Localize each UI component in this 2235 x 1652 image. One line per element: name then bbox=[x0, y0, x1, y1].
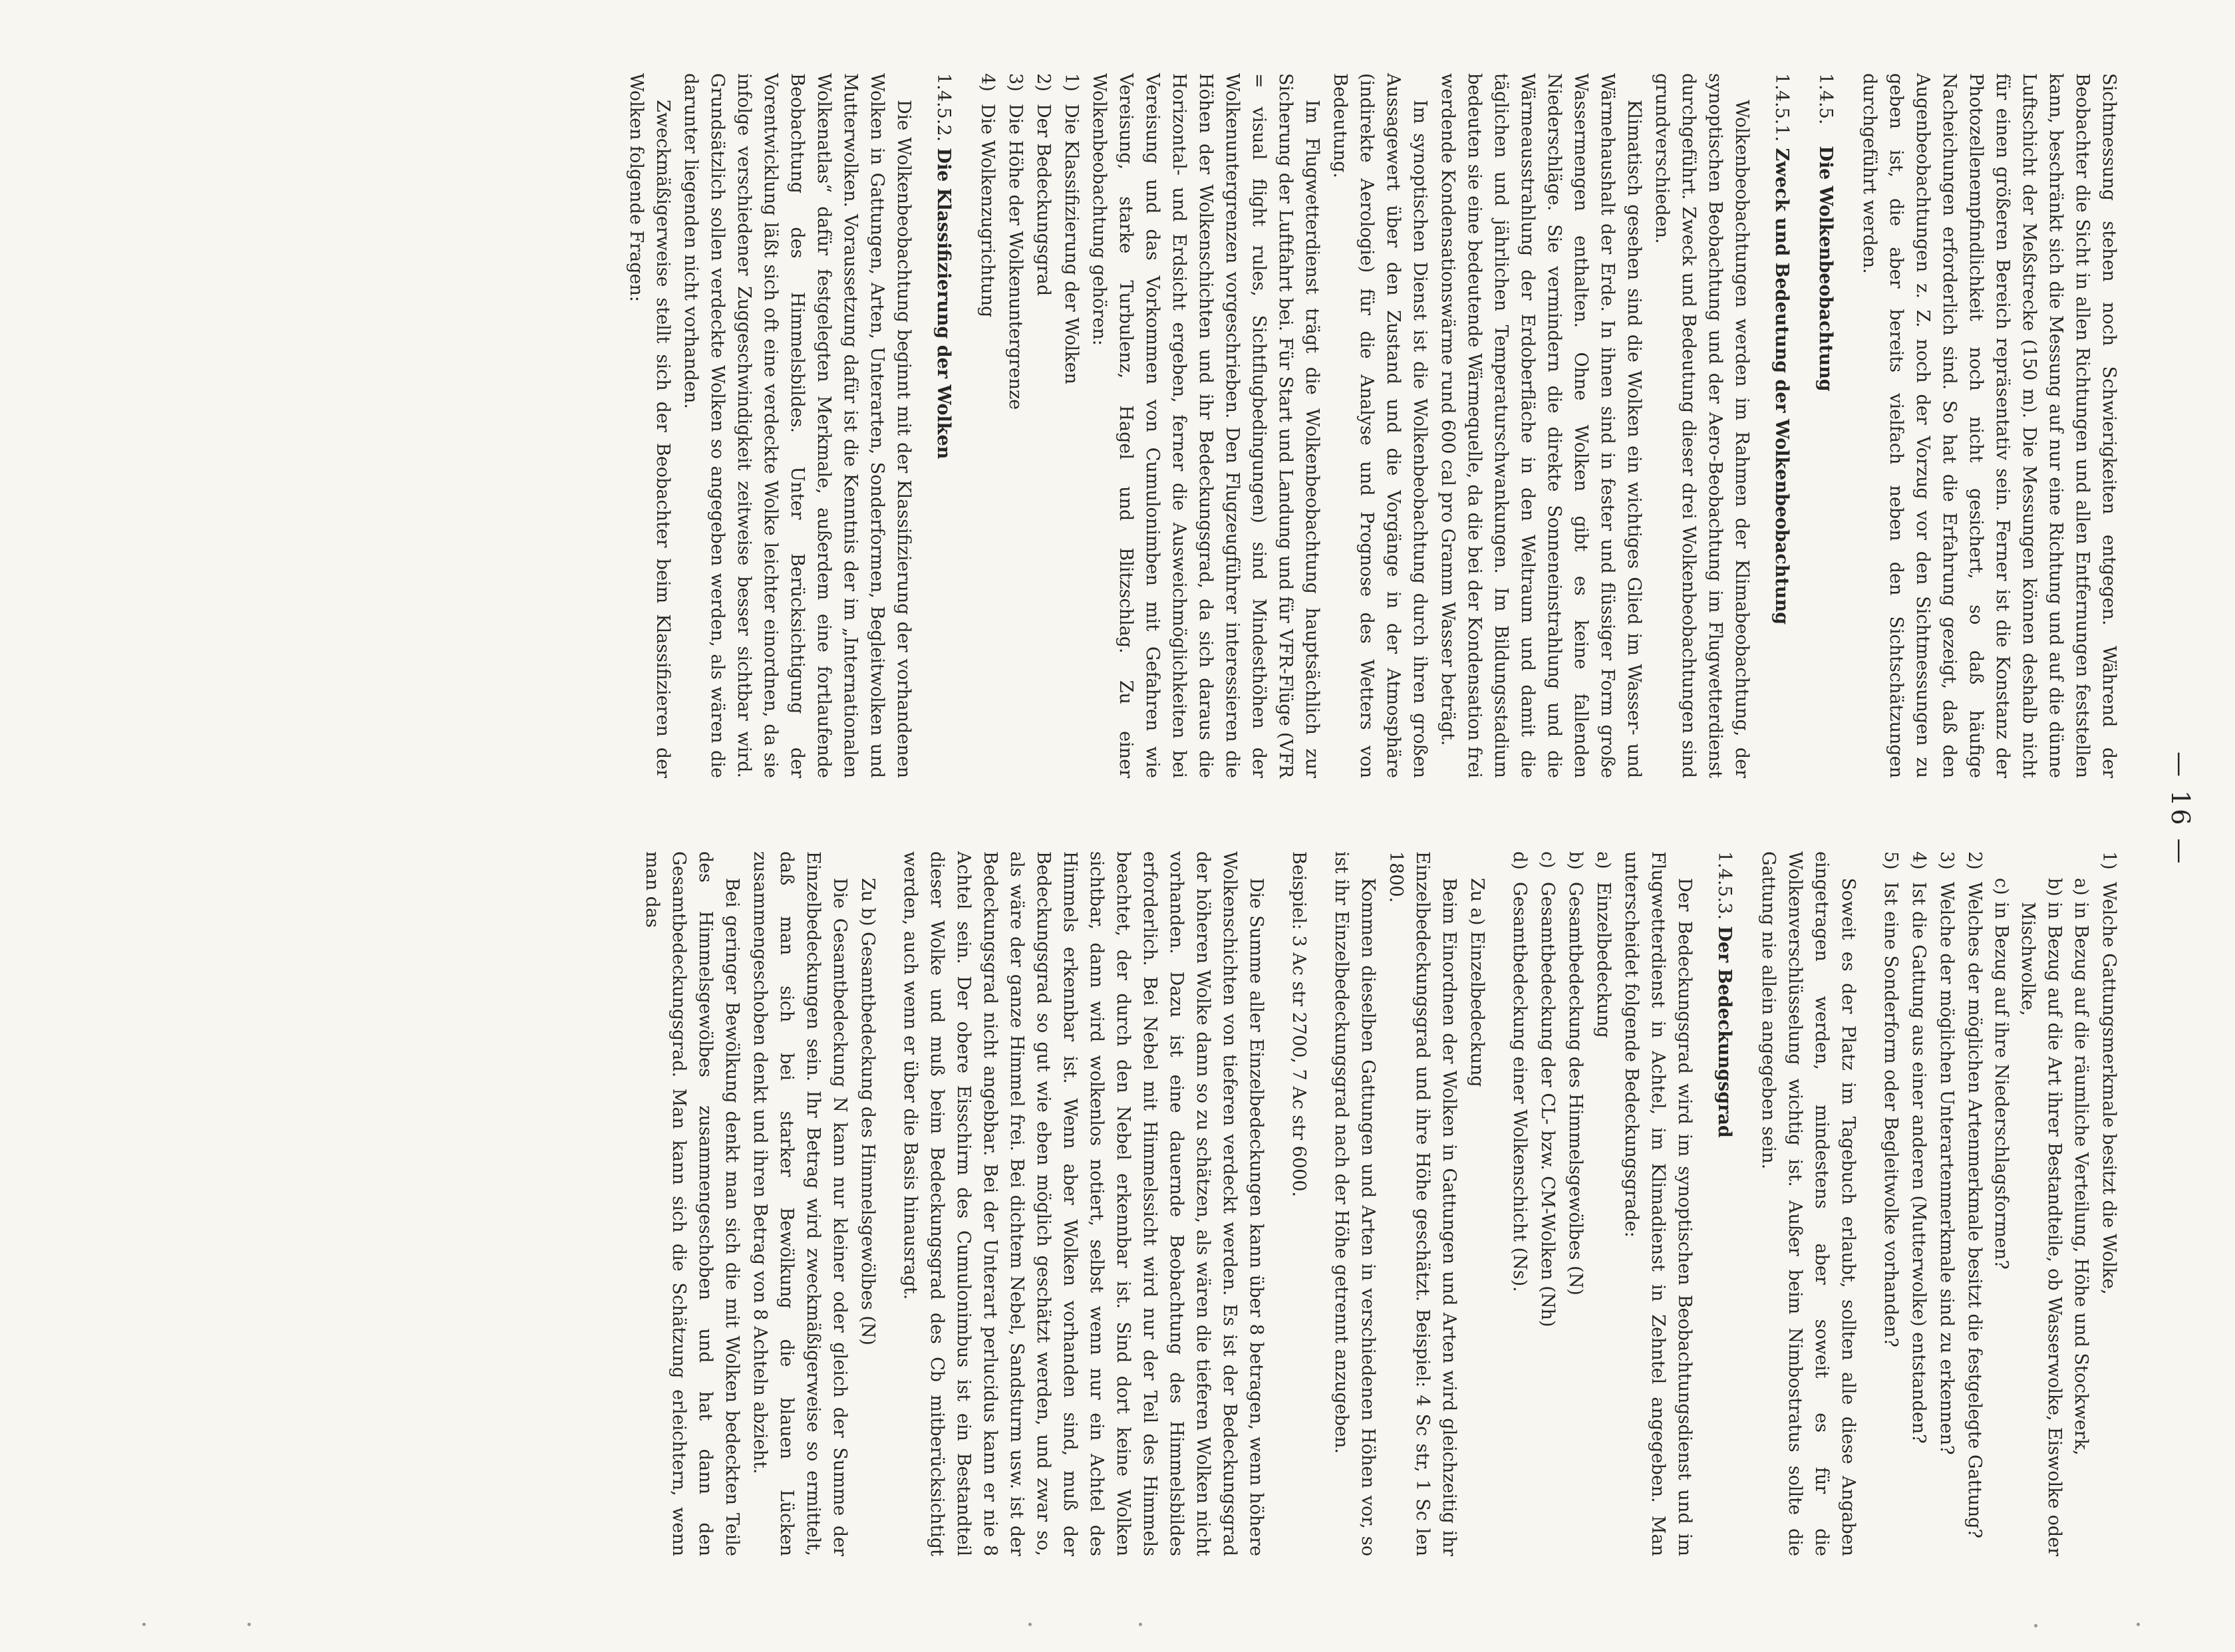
page-number: — 16 — bbox=[2166, 752, 2195, 867]
section-title: Die Wolkenbeobachtung bbox=[1815, 146, 1836, 392]
list-item bbox=[1534, 851, 1561, 1556]
question-item bbox=[2095, 851, 2122, 1556]
section-heading-1-4-5 bbox=[1812, 73, 1839, 778]
list-text: Der Bedeckungsgrad bbox=[1033, 104, 1054, 297]
list-text: Welches der möglichen Artenmerkmale besitzt die festgelegte Gattung? bbox=[1964, 882, 1985, 1538]
right-column bbox=[637, 851, 2122, 1556]
spacer bbox=[1269, 851, 1284, 1556]
list-text: Welche Gattungsmerkmale besitzt die Wolke, bbox=[2099, 882, 2119, 1295]
list-text: in Bezug auf die Art ihrer Bestandteile, ob Wasserwolke, Eiswolke oder Mischwolke, bbox=[2017, 902, 2065, 1556]
list-item bbox=[974, 73, 1000, 778]
list-marker: 3) bbox=[1005, 73, 1026, 92]
list-item bbox=[1030, 73, 1056, 778]
observation-list bbox=[974, 73, 1084, 778]
section-number: 1.4.5.2. bbox=[933, 73, 954, 142]
paragraph: Soweit es der Platz im Tagebuch erlaubt, sollten alle diese Angaben eingetragen werden, mindestens aber soweit es für die Wolkenverschlüsselung wichtig ist. Außer beim Nimbostratus sollte die Gattung nie allein angegeben sein. bbox=[1758, 851, 1859, 1556]
paragraph: Zweckmäßigerweise stellt sich der Beobachter beim Klassifizieren der Wolken folgende Fragen: bbox=[626, 73, 673, 778]
section-heading-1-4-5-2 bbox=[930, 73, 957, 778]
list-item bbox=[1506, 851, 1533, 1556]
spacer bbox=[1490, 851, 1505, 1556]
list-marker: 5) bbox=[1880, 851, 1901, 870]
list-text: Gesamtbedeckung des Himmelsgewölbes (N) bbox=[1565, 882, 1586, 1296]
question-item bbox=[1877, 851, 1904, 1556]
list-item bbox=[1002, 73, 1028, 778]
subsection-lead: Zu a) Einzelbedeckung bbox=[1467, 878, 1487, 1087]
section-title: Der Bedeckungsgrad bbox=[1714, 926, 1735, 1138]
list-marker: 2) bbox=[1033, 73, 1054, 92]
list-text: Welche der möglichen Unterartenmerkmale sind zu erkennen? bbox=[1936, 882, 1957, 1455]
list-text: Ist die Gattung aus einer anderen (Mutterwolke) entstanden? bbox=[1908, 882, 1929, 1444]
list-marker: 4) bbox=[1908, 851, 1929, 870]
section-title: Die Klassifizierung der Wolken bbox=[933, 148, 954, 460]
list-marker: c) bbox=[1991, 878, 2012, 895]
question-subitem bbox=[2014, 878, 2067, 1556]
list-marker: b) bbox=[1565, 851, 1586, 870]
paragraph: Im Flugwetterdienst trägt die Wolkenbeobachtung hauptsächlich zur Sicherung der Luftfahrt bei. Für Start und Landung und für VFR-Flüge (VFR = visual flight rules, Sichtflugbedingungen) sind Mindesthöhen der Wolkenuntergrenzen vorgeschrieben. Den Flugzeugführer interessieren die Höhen der Wolkenschichten und ihr Bedeckungsgrad, da sich daraus die Horizontal- und Erdsicht ergeben, ferner die Ausweichmöglichkeiten bei Vereisung und das Vorkommen von Cumulonimben mit Gefahren wie Vereisung, starke Turbulenz, Hagel und Blitzschlag. Zu einer Wolkenbeobachtung gehören: bbox=[1089, 73, 1322, 778]
spacer bbox=[881, 851, 895, 1556]
list-marker: c) bbox=[1537, 851, 1558, 869]
paragraph: Die Wolkenbeobachtung beginnt mit der Klassifizierung der vorhandenen Wolken in Gattungen, Arten, Unterarten, Sonderformen, Begleitwolken und Mutterwolken. Voraussetzung dafür ist die Kenntnis der im „Internationalen Wolkenatlas“ dafür festgelegten Merkmale, außerdem eine fortlaufende Beobachtung des Himmelsbildes. Unter Berücksichtigung der Vorentwicklung läßt sich oft eine verdeckte Wolke leichter einordnen, da sie infolge verschiedener Zuggeschwindigkeit zeitweise besser sichtbar wird. Grundsätzlich sollen verdeckte Wolken so angegeben werden, als wären die darunter liegenden nicht vorhanden. bbox=[680, 73, 914, 778]
list-text: Die Höhe der Wolkenuntergrenze bbox=[1005, 104, 1026, 410]
list-item bbox=[1562, 851, 1588, 1556]
intro-paragraph: Sichtmessung stehen noch Schwierigkeiten entgegen. Während der Beobachter die Sicht in allen Richtungen und allen Entfernungen feststellen kann, beschränkt sich die Messung auf nur eine Richtung und auf die dünne Luftschicht der Meßstrecke (150 m). Die Messungen können deshalb nicht für einen größeren Bereich repräsentativ sein. Ferner ist die Konstanz der Photozellenempfindlichkeit noch nicht gesichert, so daß häufige Nacheichungen erforderlich sind. So hat die Erfahrung gezeigt, daß den Augenbeobachtungen z. Z. noch der Vorzug vor den Sichtmessungen zu geben ist, die aber bereits vielfach neben den Sichtschätzungen durchgeführt werden. bbox=[1859, 73, 2119, 778]
question-item bbox=[1933, 851, 1960, 1556]
question-item bbox=[1961, 851, 1988, 1556]
spacer bbox=[1312, 851, 1326, 1556]
list-marker: a) bbox=[2071, 878, 2091, 896]
question-subitem bbox=[1988, 878, 2014, 1556]
paragraph: Beim Einordnen der Wolken in Gattungen und Arten wird gleichzeitig ihr Einzelbedeckungsgrad und ihre Höhe geschätzt. Beispiel: 4 Sc str, 1 Sc len 1800. bbox=[1386, 851, 1459, 1556]
list-text: Gesamtbedeckung der CL- bzw. CM-Wolken (Nh) bbox=[1537, 882, 1558, 1327]
list-marker: 4) bbox=[977, 73, 998, 92]
list-marker: 3) bbox=[1936, 851, 1957, 870]
paragraph: Klimatisch gesehen sind die Wolken ein wichtiges Glied im Wasser- und Wärmehaushalt der Erde. In ihnen sind in fester und flüssiger Form große Wassermengen enthalten. Ohne Wolken gibt es keine fallenden Niederschläge. Sie vermindern die direkte Sonneneinstrahlung und die Wärmeausstrahlung der Erdoberfläche in den Weltraum und damit die täglichen und jährlichen Temperaturschwankungen. Im Bildungsstadium bedeuten sie eine bedeutende Wärmequelle, da die bei der Kondensation frei werdende Kondensationswärme rund 600 cal pro Gramm Wasser beträgt. bbox=[1437, 73, 1644, 778]
list-text: Gesamtbedeckung einer Wolkenschicht (Ns). bbox=[1509, 882, 1530, 1292]
list-marker: a) bbox=[1593, 851, 1614, 869]
section-number: 1.4.5.1. bbox=[1771, 73, 1792, 142]
paragraph: Kommen dieselben Gattungen und Arten in verschiedenen Höhen vor, so ist ihr Einzelbedeckungsgrad nach der Höhe getrennt anzugeben. bbox=[1331, 851, 1378, 1556]
section-title: Zweck und Bedeutung der Wolkenbeobachtung bbox=[1771, 148, 1792, 625]
paragraph: Wolkenbeobachtungen werden im Rahmen der Klimabeobachtung, der synoptischen Beobachtung und der Aero-Beobachtung im Flugwetterdienst durchgeführt. Zweck und Bedeutung dieser drei Wolkenbeobachtungen sind grundverschieden. bbox=[1652, 73, 1752, 778]
paragraph: Der Bedeckungsgrad wird im synoptischen Beobachtungsdienst und im Flugwetterdienst in Achtel, im Klimadienst in Zehntel angegeben. Man unterscheidet folgende Bedeckungsgrade: bbox=[1621, 851, 1695, 1556]
list-marker: 2) bbox=[1964, 851, 1985, 870]
paragraph: Bei geringer Bewölkung denkt man sich die mit Wolken bedeckten Teile des Himmelsgewölbes zusammengeschoben und hat dann den Gesamtbedeckungsgrad. Man kann sich die Schätzung erleichtern, wenn man das bbox=[642, 851, 742, 1556]
question-subitem bbox=[2067, 878, 2094, 1556]
paragraph: Die Summe aller Einzelbedeckungen kann über 8 betragen, wenn höhere Wolkenschichten von tieferen verdeckt werden. Es ist der Bedeckungsgrad der höheren Wolke dann so zu schätzen, als wären die tieferen Wolken nicht vorhanden. Dazu ist eine dauernde Beobachtung des Himmelsbildes erforderlich. Bei Nebel mit Himmelssicht wird nur der Teil des Himmels beachtet, der durch den Nebel erkennbar ist. Sind dort keine Wolken sichtbar, dann wird wolkenlos notiert, selbst wenn nur ein Achtel des Himmels erkennbar ist. Wenn aber Wolken vorhanden sind, muß der Bedeckungsgrad so gut wie eben möglich geschätzt werden, und zwar so, als wäre der ganze Himmel frei. Bei dichtem Nebel, Sandsturm usw. ist der Bedeckungsgrad nicht angebbar. Bei der Unterart perlucidus kann er nie 8 Achtel sein. Der obere Eisschirm des Cumulonimbus ist ein Bestandteil dieser Wolke und muß beim Bedeckungsgrad des Cb mitberücksichtigt werden, auch wenn er über die Basis hinausragt. bbox=[900, 851, 1266, 1556]
list-text: Einzelbedeckung bbox=[1593, 882, 1614, 1038]
paragraph: Die Gesamtbedeckung N kann nur kleiner oder gleich der Summe der Einzelbedeckungen sein. Ihr Betrag wird zweckmäßigerweise so ermittelt, daß man sich bei starker Bewölkung die blauen Lücken zusammengeschoben denkt und ihren Betrag von 8 Achteln abzieht. bbox=[750, 851, 850, 1556]
list-text: Die Klassifizierung der Wolken bbox=[1061, 104, 1082, 384]
list-text: in Bezug auf die räumliche Verteilung, Höhe und Stockwerk, bbox=[2071, 902, 2091, 1456]
left-column bbox=[621, 73, 2122, 778]
list-marker: 1) bbox=[1061, 73, 1082, 92]
question-item bbox=[1905, 851, 1932, 1556]
list-item bbox=[1058, 73, 1084, 778]
coverage-list bbox=[1506, 851, 1616, 1556]
list-marker: b) bbox=[2044, 878, 2065, 896]
section-number: 1.4.5.3. bbox=[1714, 851, 1735, 920]
list-item bbox=[1590, 851, 1616, 1556]
paragraph: Im synoptischen Dienst ist die Wolkenbeobachtung durch ihren großen Aussagewert über den Zustand und die Vorgänge in der Atmosphäre (indirekte Aerologie) für die Analyse und Prognose des Wetters von Bedeutung. bbox=[1330, 73, 1430, 778]
section-heading-1-4-5-3 bbox=[1711, 851, 1737, 1556]
list-text: in Bezug auf ihre Niederschlagsformen? bbox=[1991, 902, 2012, 1270]
list-text: Ist eine Sonderform oder Begleitwolke vorhanden? bbox=[1880, 882, 1901, 1347]
list-marker: d) bbox=[1509, 851, 1530, 870]
list-text: Die Wolkenzugrichtung bbox=[977, 104, 998, 318]
section-number: 1.4.5. bbox=[1815, 73, 1836, 125]
section-heading-1-4-5-1 bbox=[1768, 73, 1795, 778]
subsection-lead: Zu b) Gesamtbedeckung des Himmelsgewölbes (N) bbox=[857, 878, 878, 1345]
list-marker: 1) bbox=[2099, 851, 2119, 870]
spacer bbox=[1861, 851, 1876, 1556]
example-line: Beispiel: 3 Ac str 2700, 7 Ac str 6000. bbox=[1288, 851, 1309, 1198]
